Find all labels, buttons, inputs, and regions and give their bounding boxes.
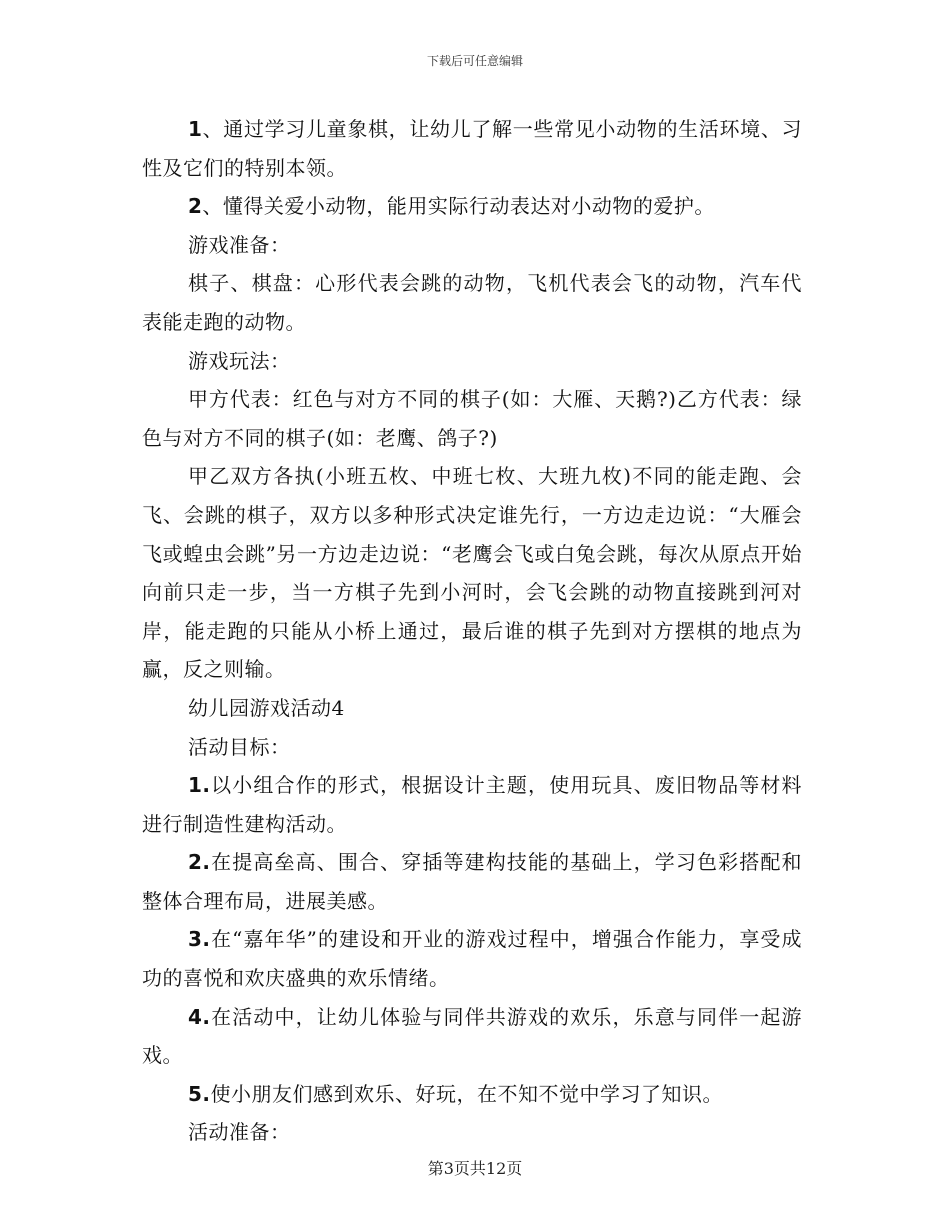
section-heading: 游戏玩法： bbox=[188, 348, 291, 373]
page-footer: 第3页共12页 bbox=[427, 1159, 523, 1178]
section-heading: 活动准备： bbox=[188, 1120, 291, 1145]
list-item: 4.在活动中，让幼儿体验与同伴共游戏的欢乐，乐意与同伴一起游戏。 bbox=[142, 1004, 802, 1068]
section-title: 幼儿园游戏活动4 bbox=[188, 695, 345, 720]
page-header: 下载后可任意编辑 bbox=[426, 54, 523, 68]
section-heading: 活动目标： bbox=[188, 734, 291, 759]
paragraph: 甲乙双方各执(小班五枚、中班七枚、大班九枚)不同的能走跑、会飞、会跳的棋子，双方以多种形式决定谁先行，一方边走边说：“大雁会飞或蝗虫会跳”另一方边走边说：“老鹰会飞或白兔会跳，每次从原点开始向前只走一步，当一方棋子先到小河时，会飞会跳的动物直接跳到河对岸，能走跑的只能从小桥上通过，最后谁的棋子先到对方摆棋的地点为赢，反之则输。 bbox=[142, 464, 802, 682]
list-item: 2.在提高垒高、围合、穿插等建构技能的基础上，学习色彩搭配和整体合理布局，进展美感。 bbox=[142, 850, 802, 913]
list-item: 1.以小组合作的形式，根据设计主题，使用玩具、废旧物品等材料进行制造性建构活动。 bbox=[142, 773, 802, 836]
paragraph: 2、懂得关爱小动物，能用实际行动表达对小动物的爱护。 bbox=[188, 194, 715, 219]
list-item: 5.使小朋友们感到欢乐、好玩，在不知不觉中学习了知识。 bbox=[188, 1081, 724, 1106]
paragraph: 棋子、棋盘：心形代表会跳的动物，飞机代表会飞的动物，汽车代表能走跑的动物。 bbox=[142, 271, 802, 334]
paragraph: 1、通过学习儿童象棋，让幼儿了解一些常见小动物的生活环境、习性及它们的特别本领。 bbox=[142, 117, 802, 180]
document-body bbox=[142, 110, 802, 1152]
section-heading: 游戏准备： bbox=[188, 232, 291, 257]
paragraph: 甲方代表：红色与对方不同的棋子(如：大雁、天鹅?)乙方代表：绿色与对方不同的棋子(如：老鹰、鸽子?) bbox=[142, 387, 802, 450]
list-item: 3.在“嘉年华”的建设和开业的游戏过程中，增强合作能力，享受成功的喜悦和欢庆盛典的欢乐情绪。 bbox=[142, 927, 802, 991]
